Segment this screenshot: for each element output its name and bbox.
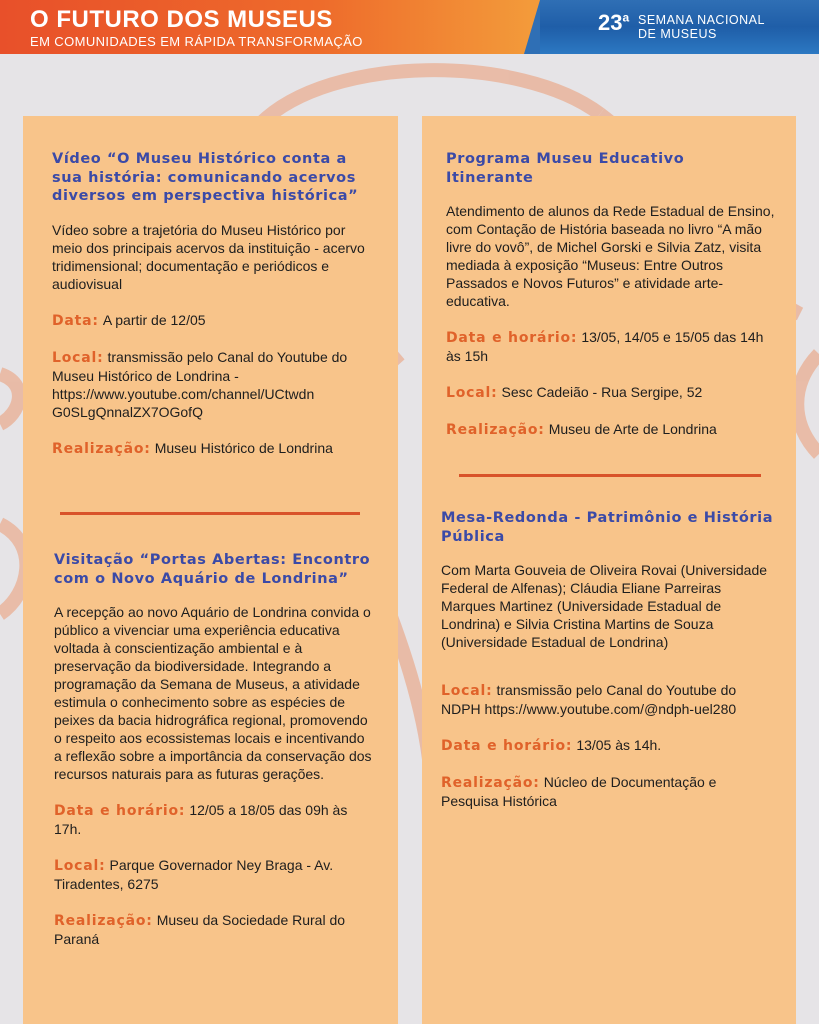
place-value: Parque Governador Ney Braga - Av. Tiradentes, 6275: [54, 857, 334, 892]
event-description: Com Marta Gouveia de Oliveira Rovai (Universidade Federal de Alfenas); Cláudia Eliane Parreiras Marques Martinez (Universidade Estadual de Londrina) e Silvia Cristina Martins de Souza (Universidade Estadual de Londrina): [441, 562, 768, 650]
date-label: Data e horário:: [54, 803, 186, 819]
event-organizer: [446, 420, 776, 439]
event-organizer: [54, 911, 372, 948]
event-date: [54, 801, 372, 838]
event-video-museu-historico: [52, 150, 372, 458]
page-subtitle: EM COMUNIDADES EM RÁPIDA TRANSFORMAÇÃO: [30, 34, 363, 49]
date-value: 13/05 às 14h.: [576, 737, 662, 753]
organizer-label: Realização:: [54, 913, 153, 929]
event-mesa-redonda: [441, 509, 777, 810]
organizer-label: Realização:: [441, 775, 540, 791]
date-label: Data e horário:: [446, 330, 578, 346]
divider-right: [459, 474, 761, 477]
event-name-line2: DE MUSEUS: [638, 27, 717, 41]
edition-value: 23: [598, 10, 623, 35]
date-label: Data:: [52, 312, 99, 329]
arc-edge-right: [797, 354, 819, 454]
organizer-label: Realização:: [446, 422, 545, 438]
place-label: Local:: [54, 858, 106, 874]
organizer-value: Museu da Sociedade Rural do Paraná: [54, 912, 346, 947]
event-description: Atendimento de alunos da Rede Estadual de Ensino, com Contação de História baseada no livro “A mão livre do vovô”, de Michel Gorski e Silvia Zatz, visita mediada à exposição “Museus: Entre Outros Passados e Novos Futuros” e atividade arte-educativa.: [446, 203, 775, 309]
event-description: A recepção ao novo Aquário de Londrina convida o público a vivenciar uma experiência educativa voltada à conscientização ambiental e à preservação da biodiversidade. Integrando a programação da Semana de Museus, a atividade estimula o conhecimento sobre as espécies de peixes da bacia hidrográfica regional, promovendo o respeito aos ecossistemas locais e incentivando a reflexão sobre a importância da conservação dos recursos naturais para as futuras gerações.: [54, 604, 372, 782]
event-place: [54, 856, 372, 893]
place-label: Local:: [441, 683, 493, 699]
divider-left: [60, 512, 360, 515]
event-name-line1: SEMANA NACIONAL: [638, 13, 765, 27]
organizer-value: Núcleo de Documentação e Pesquisa Histórica: [441, 774, 717, 809]
event-visitacao-aquario: [54, 551, 372, 948]
event-date: [446, 328, 776, 365]
event-description: Vídeo sobre a trajetória do Museu Histórico por meio dos principais acervos da instituição - acervo tridimensional; documentação e periódicos e audiovisual: [52, 221, 365, 292]
place-value: Sesc Cadeião - Rua Sergipe, 52: [501, 384, 703, 400]
organizer-value: Museu Histórico de Londrina: [154, 439, 333, 456]
event-organizer: [52, 439, 372, 458]
organizer-label: Realização:: [52, 440, 151, 457]
edition-ordinal: a: [622, 10, 630, 25]
organizer-value: Museu de Arte de Londrina: [548, 421, 717, 437]
place-label: Local:: [446, 385, 498, 401]
place-label: Local:: [52, 349, 104, 366]
arc-edge-left: [0, 374, 19, 424]
event-place: [441, 681, 777, 718]
place-value: transmissão pelo Canal do Youtube do Museu Histórico de Londrina - https://www.youtube.com/channel/UCtwdn G0SLgQnnalZX7OGofQ: [52, 348, 348, 420]
date-value: 12/05 a 18/05 das 09h às 17h.: [54, 802, 348, 837]
event-place: [52, 348, 372, 421]
date-value: 13/05, 14/05 e 15/05 das 14h às 15h: [446, 329, 764, 364]
event-museu-educativo-itinerante: [446, 150, 776, 439]
event-title: Vídeo “O Museu Histórico conta a sua história: comunicando acervos diversos em perspectiva histórica”: [52, 151, 359, 204]
date-label: Data e horário:: [441, 738, 573, 754]
date-value: A partir de 12/05: [102, 311, 206, 328]
edition-number: [598, 10, 629, 36]
event-title: Programa Museu Educativo Itinerante: [446, 151, 685, 186]
event-place: [446, 383, 776, 402]
event-title: Mesa-Redonda - Patrimônio e História Pública: [441, 510, 774, 545]
event-date: [52, 311, 372, 330]
event-title: Visitação “Portas Abertas: Encontro com o Novo Aquário de Londrina”: [54, 552, 371, 587]
page-title: O FUTURO DOS MUSEUS: [30, 6, 333, 33]
event-organizer: [441, 773, 777, 810]
event-date: [441, 736, 777, 755]
event-logo-text: [638, 13, 765, 41]
place-value: transmissão pelo Canal do Youtube do NDPH https://www.youtube.com/@ndph-uel280: [441, 682, 737, 717]
header-banner: [0, 0, 819, 54]
